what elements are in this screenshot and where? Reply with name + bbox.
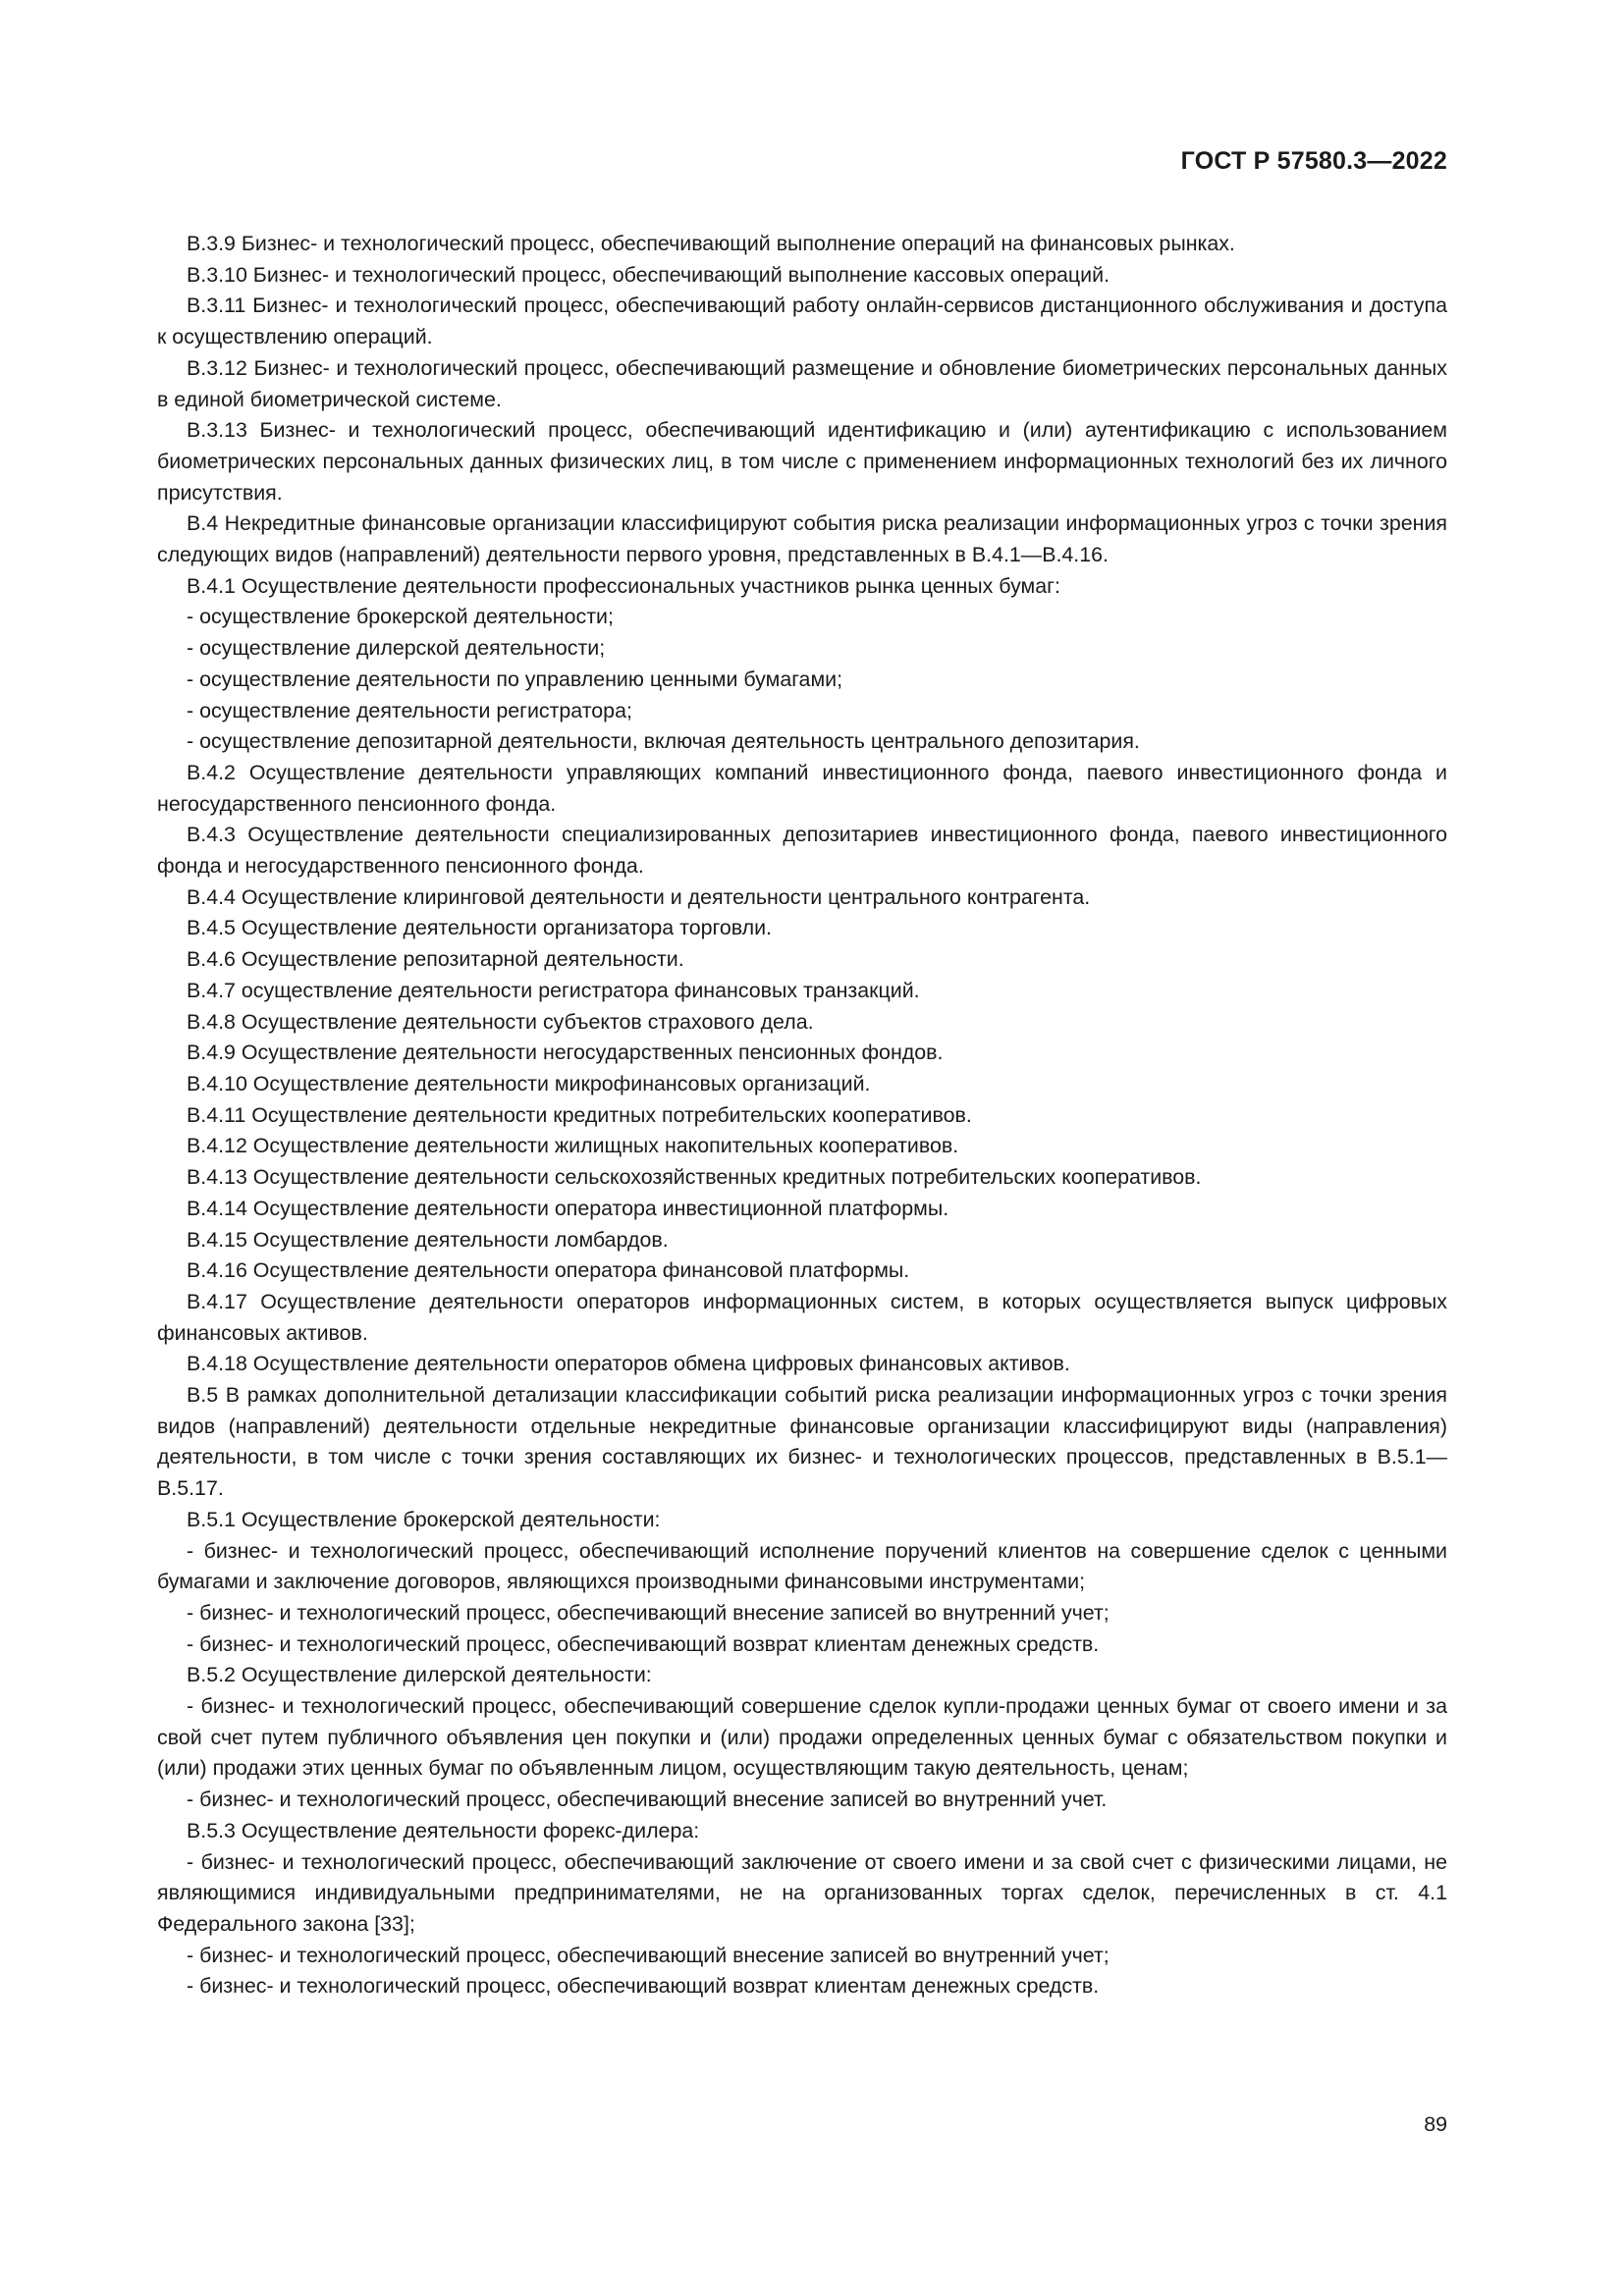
paragraph-b-4-8: B.4.8 Осуществление деятельности субъектов страхового дела. — [187, 1009, 814, 1034]
paragraph-b-5-1: B.5.1 Осуществление брокерской деятельности: — [187, 1507, 661, 1531]
list-item: - осуществление деятельности регистратора; — [187, 698, 632, 722]
paragraph-b-4-10: B.4.10 Осуществление деятельности микрофинансовых организаций. — [187, 1071, 871, 1095]
paragraph-b-5-3: B.5.3 Осуществление деятельности форекс-дилера: — [187, 1818, 700, 1842]
page-number: 89 — [1424, 2112, 1447, 2136]
paragraph-b-4-1: B.4.1 Осуществление деятельности профессиональных участников рынка ценных бумаг: — [187, 573, 1060, 598]
paragraph-b-4-3: B.4.3 Осуществление деятельности специализированных депозитариев инвестиционного фонда, паевого инвестиционного фонда и негосударственного пенсионного фонда. — [157, 823, 1447, 879]
list-item: - бизнес- и технологический процесс, обеспечивающий совершение сделок купли-продажи ценных бумаг от своего имени и за свой счет путем публичного объявления цен покупки и (или) продажи определенных ценных бумаг с обязательством покупки и (или) продажи этих ценных бумаг по объявленным лицом, осуществляющим такую деятельность, ценам; — [157, 1694, 1447, 1781]
document-body — [157, 229, 1447, 2002]
paragraph-b-4-16: B.4.16 Осуществление деятельности оператора финансовой платформы. — [187, 1258, 910, 1283]
paragraph-b-3-11: B.3.11 Бизнес- и технологический процесс, обеспечивающий работу онлайн-сервисов дистанционного обслуживания и доступа к осуществлению операций. — [157, 294, 1447, 349]
paragraph-b-3-12: B.3.12 Бизнес- и технологический процесс, обеспечивающий размещение и обновление биометрических персональных данных в единой биометрической системе. — [157, 355, 1447, 411]
paragraph-b-4-11: B.4.11 Осуществление деятельности кредитных потребительских кооперативов. — [187, 1102, 972, 1127]
paragraph-b-4-9: B.4.9 Осуществление деятельности негосударственных пенсионных фондов. — [187, 1041, 944, 1065]
list-item: - бизнес- и технологический процесс, обеспечивающий возврат клиентам денежных средств. — [187, 1631, 1100, 1656]
paragraph-b-3-10: B.3.10 Бизнес- и технологический процесс, обеспечивающий выполнение кассовых операций. — [187, 262, 1110, 287]
list-item: - бизнес- и технологический процесс, обеспечивающий возврат клиентам денежных средств. — [187, 1974, 1100, 1999]
paragraph-b-4-15: B.4.15 Осуществление деятельности ломбардов. — [187, 1227, 669, 1252]
paragraph-b-5-2: B.5.2 Осуществление дилерской деятельности: — [187, 1663, 652, 1687]
paragraph-b-4-17: B.4.17 Осуществление деятельности операторов информационных систем, в которых осуществляется выпуск цифровых финансовых активов. — [157, 1289, 1447, 1345]
list-item: - бизнес- и технологический процесс, обеспечивающий внесение записей во внутренний учет; — [187, 1600, 1110, 1625]
list-item: - осуществление брокерской деятельности; — [187, 605, 614, 629]
paragraph-b-5: B.5 В рамках дополнительной детализации классификации событий риска реализации информационных угроз с точки зрения видов (направлений) деятельности отдельные некредитные финансовые организации классифицируют виды (направления) деятельности, в том числе с точки зрения составляющих их бизнес- и технологических процессов, представленных в B.5.1—B.5.17. — [157, 1383, 1447, 1501]
list-item: - бизнес- и технологический процесс, обеспечивающий внесение записей во внутренний учет; — [187, 1943, 1110, 1967]
list-item: - осуществление депозитарной деятельности, включая деятельность центрального депозитария. — [187, 729, 1140, 754]
list-item: - осуществление деятельности по управлению ценными бумагами; — [187, 667, 843, 691]
paragraph-b-4-14: B.4.14 Осуществление деятельности оператора инвестиционной платформы. — [187, 1196, 949, 1220]
document-header-id: ГОСТ Р 57580.3—2022 — [1180, 147, 1447, 175]
paragraph-b-4-12: B.4.12 Осуществление деятельности жилищных накопительных кооперативов. — [187, 1134, 959, 1158]
paragraph-b-4-13: B.4.13 Осуществление деятельности сельскохозяйственных кредитных потребительских кооперативов. — [187, 1165, 1202, 1190]
list-item: - бизнес- и технологический процесс, обеспечивающий внесение записей во внутренний учет. — [187, 1788, 1108, 1812]
paragraph-b-4-2: B.4.2 Осуществление деятельности управляющих компаний инвестиционного фонда, паевого инвестиционного фонда и негосударственного пенсионного фонда. — [157, 760, 1447, 816]
paragraph-b-4-7: B.4.7 осуществление деятельности регистратора финансовых транзакций. — [187, 978, 920, 1002]
list-item: - осуществление дилерской деятельности; — [187, 636, 606, 661]
list-item: - бизнес- и технологический процесс, обеспечивающий исполнение поручений клиентов на совершение сделок с ценными бумагами и заключение договоров, являющихся производными финансовыми инструментами; — [157, 1538, 1447, 1594]
paragraph-b-3-9: B.3.9 Бизнес- и технологический процесс, обеспечивающий выполнение операций на финансовых рынках. — [187, 232, 1235, 255]
paragraph-b-4-6: B.4.6 Осуществление репозитарной деятельности. — [187, 947, 684, 972]
paragraph-b-4-4: B.4.4 Осуществление клиринговой деятельности и деятельности центрального контрагента. — [187, 884, 1091, 909]
paragraph-b-3-13: B.3.13 Бизнес- и технологический процесс, обеспечивающий идентификацию и (или) аутентификацию с использованием биометрических персональных данных физических лиц, в том числе с применением информационных технологий без их личного присутствия. — [157, 418, 1447, 505]
paragraph-b-4-5: B.4.5 Осуществление деятельности организатора торговли. — [187, 916, 772, 940]
list-item: - бизнес- и технологический процесс, обеспечивающий заключение от своего имени и за свой счет с физическими лицами, не являющимися индивидуальными предпринимателями, не на организованных торгах сделок, перечисленных в ст. 4.1 Федерального закона [33]; — [157, 1849, 1447, 1936]
paragraph-b-4: B.4 Некредитные финансовые организации классифицируют события риска реализации информационных угроз с точки зрения следующих видов (направлений) деятельности первого уровня, представленных в B.4.1—B.4.16. — [157, 511, 1447, 567]
paragraph-b-4-18: B.4.18 Осуществление деятельности операторов обмена цифровых финансовых активов. — [187, 1352, 1070, 1376]
